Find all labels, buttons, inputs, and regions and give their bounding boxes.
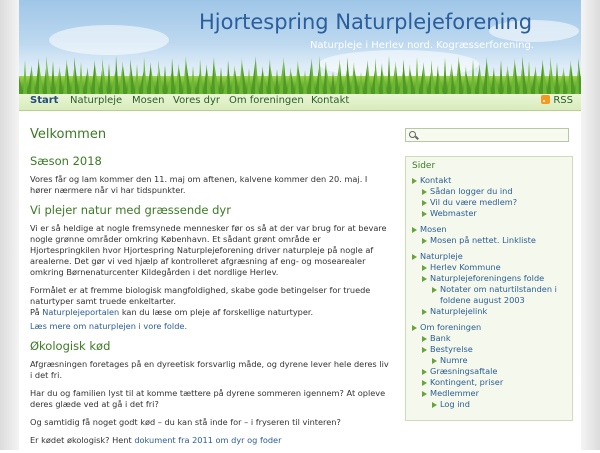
sidebar-page-link[interactable] (410, 251, 568, 262)
sidebar-page-label: Notater om naturtilstanden i (440, 284, 557, 294)
bullet-arrow-icon (422, 309, 427, 315)
bullet-arrow-icon (422, 380, 427, 386)
page-shadow-right (581, 0, 600, 450)
search-input[interactable] (405, 128, 569, 142)
page-title: Velkommen (30, 127, 107, 142)
nav-vores-dyr[interactable]: Vores dyr (173, 95, 220, 106)
sidebar-page-link[interactable] (410, 197, 568, 208)
sidebar-page-label: Naturpleje (420, 251, 463, 261)
rss-link[interactable]: RSS (541, 95, 573, 106)
okologisk-paragraph: Er kødet økologisk? Hent dokument fra 2011 om dyr og foder (30, 435, 282, 445)
sidebar-page-link[interactable] (410, 333, 568, 344)
sidebar-page-link[interactable] (410, 208, 568, 219)
sidebar-page-label: Græsningsaftale (430, 366, 498, 376)
bullet-arrow-icon (422, 200, 427, 206)
sidebar-page-label: Naturplejelink (430, 306, 488, 316)
sidebar-page-label: Mosen (420, 224, 447, 234)
sidebar-page-label: Medlemmer (430, 388, 479, 398)
sidebar-page-label: Numre (440, 355, 468, 365)
grass-banner (19, 54, 581, 94)
widget-title: Sider (412, 161, 436, 171)
pages-widget (405, 156, 573, 421)
page-shadow-left (0, 0, 19, 450)
sidebar-page-label: Bestyrelse (430, 344, 473, 354)
page (19, 0, 581, 450)
nav-om-foreningen[interactable]: Om foreningen (229, 95, 304, 106)
sidebar-page-link[interactable] (410, 399, 568, 410)
bullet-arrow-icon (432, 402, 437, 408)
search-icon (409, 131, 416, 138)
sidebar-page-link[interactable] (410, 235, 568, 246)
sidebar-page-link[interactable] (410, 262, 568, 273)
nav-start[interactable]: Start (30, 95, 59, 106)
bullet-arrow-icon (412, 227, 417, 233)
bullet-arrow-icon (412, 178, 417, 184)
sidebar-page-label: Bank (430, 333, 451, 343)
nav-mosen[interactable]: Mosen (132, 95, 165, 106)
kod-paragraph: Og samtidig få noget godt kød – du kan stå inde for – i fryseren til vinteren? (30, 417, 341, 427)
sidebar-page-link[interactable] (410, 273, 568, 284)
bullet-arrow-icon (412, 254, 417, 260)
sidebar-page-label: Mosen på nettet. Linkliste (430, 235, 536, 245)
bullet-arrow-icon (422, 336, 427, 342)
bullet-arrow-icon (412, 325, 417, 331)
rss-icon (541, 95, 550, 104)
purpose-paragraph: Formålet er at fremme biologisk mangfoldighed, skabe gode betingelser for truede naturtyper samt truede enkeltarter. På Naturplejeportalen kan du læse om pleje af forskellige naturtyper. (30, 285, 371, 317)
season-text: Vores får og lam kommer den 11. maj om aftenen, kalvene kommer den 20. maj. I hører nærmere når vi har tidspunkter. (30, 174, 368, 195)
sidebar-page-label: Vil du være medlem? (430, 197, 518, 207)
naturplejeportalen-link[interactable]: Naturplejeportalen (42, 307, 120, 317)
sidebar-page-link[interactable] (410, 388, 568, 399)
okologisk-heading: Økologisk kød (30, 339, 111, 353)
bullet-arrow-icon (422, 276, 427, 282)
bullet-arrow-icon (422, 369, 427, 375)
sidebar-page-link[interactable] (410, 224, 568, 235)
intro-paragraph: Vi er så heldige at nogle fremsynede mennesker før os så at der var brug for at bevare nogle grønne områder omkring København. Et sådant grønt område er Hjortespringkilen hvor Hjortespring Naturplejeforening driver naturpleje på nogle af arealerne. Det gør vi ved hjælp af kontrolleret afgræsning af eng- og mosearealer omkring Børnenaturcenter Kildegården i det nordlige Herlev. (30, 223, 387, 277)
sidebar-page-link[interactable] (410, 295, 568, 306)
bullet-arrow-icon (422, 347, 427, 353)
bullet-arrow-icon (432, 358, 437, 364)
bullet-arrow-icon (422, 211, 427, 217)
natur-heading: Vi plejer natur med græssende dyr (30, 203, 231, 217)
sidebar-page-link[interactable] (410, 175, 568, 186)
sidebar-page-label: Om foreningen (420, 322, 482, 332)
sidebar-page-link[interactable] (410, 355, 568, 366)
afgraesning-paragraph: Afgræsningen foretages på en dyreetisk forsvarlig måde, og dyrene lever hele deres liv i det fri. (30, 359, 389, 380)
familien-paragraph: Har du og familien lyst til at komme tættere på dyrene sommeren igennem? At opleve deres glæde ved at gå i det fri? (30, 388, 386, 409)
sidebar-page-link[interactable] (410, 344, 568, 355)
nav-naturpleje[interactable]: Naturpleje (70, 95, 123, 106)
dokument-link[interactable]: dokument fra 2011 om dyr og foder (134, 435, 282, 445)
sidebar (405, 128, 573, 421)
bullet-arrow-icon (432, 287, 437, 293)
site-description: Naturpleje i Herlev nord. Kogræsserforening. (309, 40, 534, 51)
sidebar-page-link[interactable] (410, 186, 568, 197)
nav-kontakt[interactable]: Kontakt (311, 95, 350, 106)
sidebar-page-link[interactable] (410, 322, 568, 333)
header-banner (19, 0, 581, 94)
sidebar-page-label: Herlev Kommune (430, 262, 501, 272)
sidebar-page-link[interactable] (410, 306, 568, 317)
sidebar-page-label: Log ind (440, 399, 470, 409)
sidebar-page-label: Kontingent, priser (430, 377, 504, 387)
folde-link[interactable]: Læs mere om naturplejen i vore folde. (30, 321, 188, 331)
site-title[interactable]: Hjortespring Naturplejeforening (199, 10, 533, 34)
sidebar-page-link[interactable] (410, 284, 568, 295)
season-heading: Sæson 2018 (30, 154, 102, 168)
pages-list (410, 175, 568, 410)
main-navigation (19, 94, 581, 111)
sidebar-page-label: Naturplejeforeningens folde (430, 273, 545, 283)
sidebar-page-label: Sådan logger du ind (430, 186, 513, 196)
bullet-arrow-icon (422, 265, 427, 271)
sidebar-page-label: Kontakt (420, 175, 452, 185)
bullet-arrow-icon (422, 391, 427, 397)
sidebar-page-label: Webmaster (430, 208, 477, 218)
sidebar-page-link[interactable] (410, 377, 568, 388)
sidebar-page-link[interactable] (410, 366, 568, 377)
bullet-arrow-icon (422, 189, 427, 195)
bullet-arrow-icon (422, 238, 427, 244)
main-content (30, 120, 390, 453)
sidebar-page-label: foldene august 2003 (440, 295, 525, 305)
